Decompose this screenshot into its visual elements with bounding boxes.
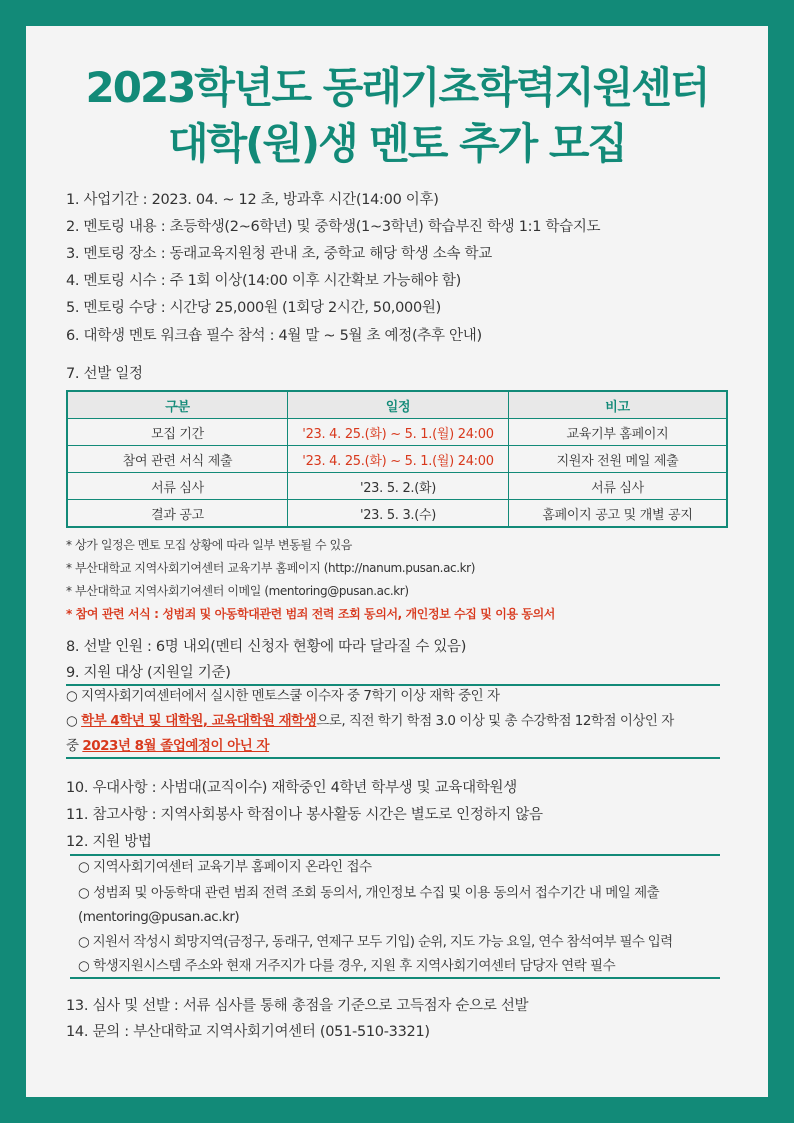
table-cell: 서류 심사 (509, 473, 728, 500)
note-schedule-change: * 상가 일정은 멘토 모집 상황에 따라 일부 변동될 수 있음 (66, 538, 352, 552)
item-period: 1. 사업기간 : 2023. 04. ~ 12 초, 방과후 시간(14:00 이후) (66, 192, 439, 208)
table-cell: '23. 4. 25.(화) ~ 5. 1.(월) 24:00 (288, 446, 509, 473)
apply-line1: ○ 지역사회기여센터 교육기부 홈페이지 온라인 접수 (78, 859, 372, 875)
table-row (67, 446, 727, 473)
item-hours: 4. 멘토링 시수 : 주 1회 이상(14:00 이후 시간확보 가능해야 함) (66, 273, 461, 289)
item-apply-heading: 12. 지원 방법 (66, 834, 152, 850)
item-preference: 10. 우대사항 : 사범대(교직이수) 재학중인 4학년 학부생 및 교육대학원생 (66, 780, 517, 796)
table-cell: '23. 4. 25.(화) ~ 5. 1.(월) 24:00 (288, 419, 509, 446)
item-place: 3. 멘토링 장소 : 동래교육지원청 관내 초, 중학교 해당 학생 소속 학교 (66, 246, 492, 262)
eligibility-highlight: 학부 4학년 및 대학원, 교육대학원 재학생 (81, 713, 317, 729)
table-header: 구분 (67, 391, 288, 419)
table-row (67, 419, 727, 446)
item-headcount: 8. 선발 인원 : 6명 내외(멘티 신청자 현황에 따라 달라질 수 있음) (66, 639, 467, 655)
schedule-table (66, 390, 728, 528)
table-cell: 서류 심사 (67, 473, 288, 500)
divider (70, 977, 720, 979)
table-header: 일정 (288, 391, 509, 419)
table-header-row (67, 391, 727, 419)
item-workshop: 6. 대학생 멘토 워크숍 필수 참석 : 4월 말 ~ 5월 초 예정(추후 안내) (66, 328, 482, 344)
table-cell: '23. 5. 2.(화) (288, 473, 509, 500)
note-forms: * 참여 관련 서식 : 성범죄 및 아동학대관련 범죄 전력 조회 동의서, 개인정보 수집 및 이용 동의서 (66, 607, 555, 621)
apply-line4: ○ 지원서 작성시 희망지역(금정구, 동래구, 연제구 모두 기입) 순위, 지도 가능 요일, 연수 참석여부 필수 입력 (78, 934, 673, 950)
eligibility-line3 (66, 736, 746, 756)
table-row (67, 500, 727, 528)
table-header: 비고 (509, 391, 728, 419)
eligibility-text: 중 (66, 738, 83, 754)
table-cell: 모집 기간 (67, 419, 288, 446)
divider (70, 854, 720, 856)
eligibility-bullet: ○ (66, 713, 82, 729)
item-content: 2. 멘토링 내용 : 초등학생(2~6학년) 및 중학생(1~3학년) 학습부진 학생 1:1 학습지도 (66, 219, 601, 235)
apply-line3: (mentoring@pusan.ac.kr) (78, 909, 240, 925)
divider (66, 757, 720, 759)
table-cell: 홈페이지 공고 및 개별 공지 (509, 500, 728, 528)
table-row (67, 473, 727, 500)
table-cell: 결과 공고 (67, 500, 288, 528)
eligibility-line1: ○ 지역사회기여센터에서 실시한 멘토스쿨 이수자 중 7학기 이상 재학 중인 자 (66, 688, 500, 704)
eligibility-line2 (66, 711, 746, 731)
item-contact: 14. 문의 : 부산대학교 지역사회기여센터 (051-510-3321) (66, 1024, 430, 1040)
page-title-line2: 대학(원)생 멘토 추가 모집 (168, 119, 626, 168)
table-cell: 지원자 전원 메일 제출 (509, 446, 728, 473)
apply-line5: ○ 학생지원시스템 주소와 현재 거주지가 다를 경우, 지원 후 지역사회기여센터 담당자 연락 필수 (78, 958, 616, 974)
table-cell: '23. 5. 3.(수) (288, 500, 509, 528)
item-selection: 13. 심사 및 선발 : 서류 심사를 통해 총점을 기준으로 고득점자 순으로 선발 (66, 998, 529, 1014)
table-cell: 교육기부 홈페이지 (509, 419, 728, 446)
eligibility-highlight: 2023년 8월 졸업예정이 아닌 자 (82, 738, 270, 754)
note-email: * 부산대학교 지역사회기여센터 이메일 (mentoring@pusan.ac.kr) (66, 584, 409, 598)
item-eligibility-heading: 9. 지원 대상 (지원일 기준) (66, 665, 231, 681)
item-schedule-heading: 7. 선발 일정 (66, 366, 143, 382)
eligibility-text: 으로, 직전 학기 학점 3.0 이상 및 총 수강학점 12학점 이상인 자 (316, 713, 674, 729)
table-cell: 참여 관련 서식 제출 (67, 446, 288, 473)
apply-line2: ○ 성범죄 및 아동학대 관련 범죄 전력 조회 동의서, 개인정보 수집 및 이용 동의서 접수기간 내 메일 제출 (78, 885, 660, 901)
page-title-line1: 2023학년도 동래기초학력지원센터 (85, 63, 709, 112)
notice-sheet (26, 26, 768, 1097)
item-reference: 11. 참고사항 : 지역사회봉사 학점이나 봉사활동 시간은 별도로 인정하지 않음 (66, 807, 543, 823)
note-homepage: * 부산대학교 지역사회기여센터 교육기부 홈페이지 (http://nanum.pusan.ac.kr) (66, 561, 476, 575)
item-pay: 5. 멘토링 수당 : 시간당 25,000원 (1회당 2시간, 50,000원) (66, 300, 441, 316)
